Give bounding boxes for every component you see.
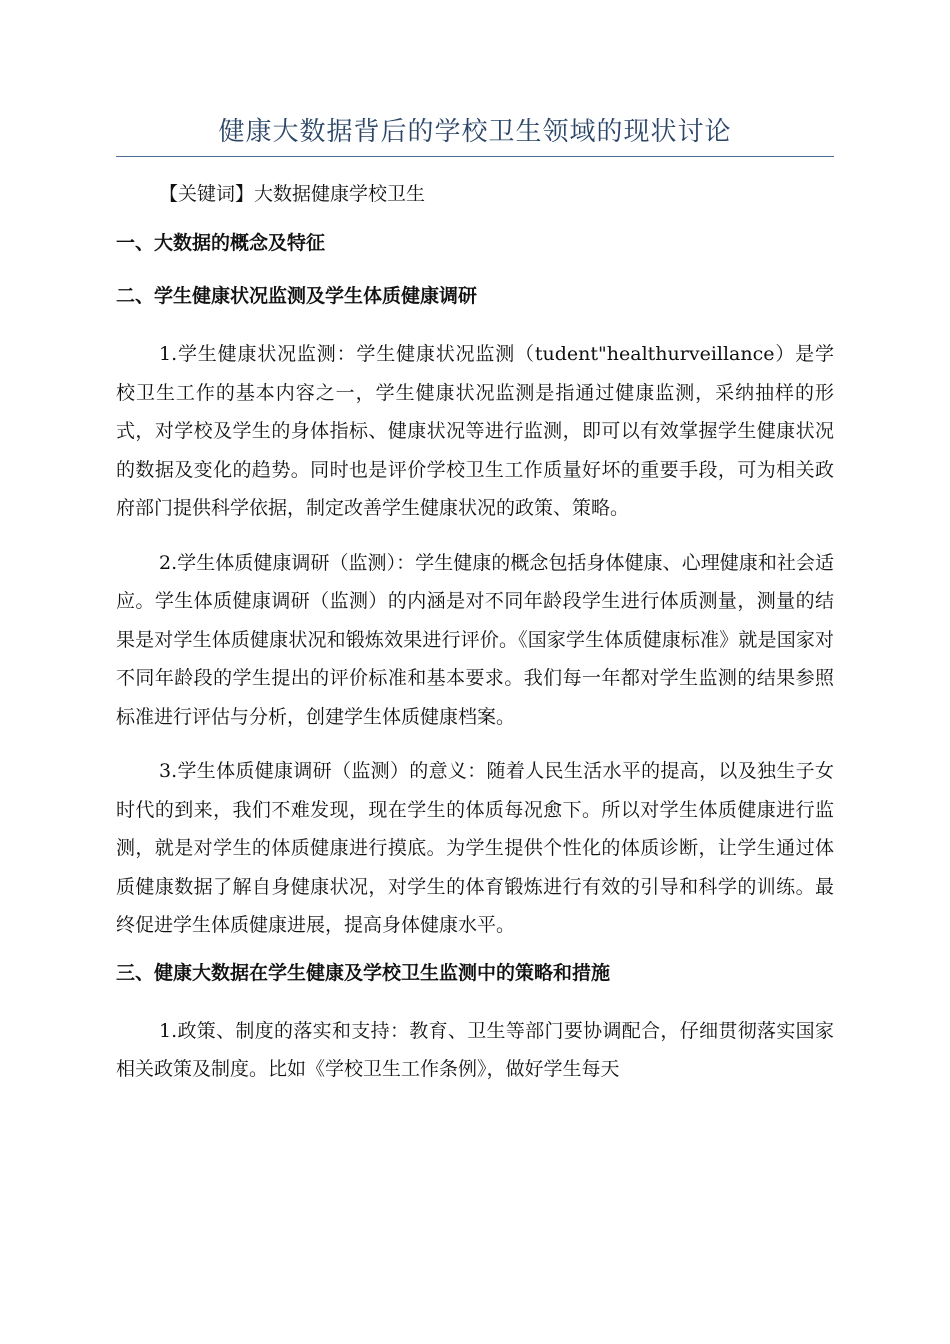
- title-block: [116, 112, 834, 157]
- paragraph-policy-support: 1.政策、制度的落实和支持：教育、卫生等部门要协调配合，仔细贯彻落实国家相关政策及制度。比如《学校卫生工作条例》，做好学生每天: [116, 1019, 834, 1080]
- paragraph-fitness-survey: 2.学生体质健康调研（监测）：学生健康的概念包括身体健康、心理健康和社会适应。学生体质健康调研（监测）的内涵是对不同年龄段学生进行体质测量，测量的结果是对学生体质健康状况和锻炼效果进行评价。《国家学生体质健康标准》就是国家对不同年龄段的学生提出的评价标准和基本要求。我们每一年都对学生监测的结果参照标准进行评估与分析，创建学生体质健康档案。: [116, 551, 834, 728]
- section-heading-2: 二、学生健康状况监测及学生体质健康调研: [116, 285, 478, 307]
- section-heading-3: 三、健康大数据在学生健康及学校卫生监测中的策略和措施: [116, 961, 611, 984]
- paragraph-health-monitoring: 1.学生健康状况监测：学生健康状况监测（tudent"healthurveillance）是学校卫生工作的基本内容之一，学生健康状况监测是指通过健康监测，采纳抽样的形式，对学校及学生的身体指标、健康状况等进行监测，即可以有效掌握学生健康状况的数据及变化的趋势。同时也是评价学校卫生工作质量好坏的重要手段，可为相关政府部门提供科学依据，制定改善学生健康状况的政策、策略。: [116, 343, 834, 519]
- section-heading-1: 一、大数据的概念及特征: [116, 232, 326, 254]
- document-body: [116, 174, 834, 1105]
- keywords-line: 【关键词】大数据健康学校卫生: [159, 183, 426, 205]
- document-title: 健康大数据背后的学校卫生领域的现状讨论: [218, 117, 732, 147]
- paragraph-survey-significance: 3.学生体质健康调研（监测）的意义：随着人民生活水平的提高，以及独生子女时代的到来，我们不难发现，现在学生的体质每况愈下。所以对学生体质健康进行监测，就是对学生的体质健康进行摸底。为学生提供个性化的体质诊断，让学生通过体质健康数据了解自身健康状况，对学生的体育锻炼进行有效的引导和科学的训练。最终促进学生体质健康进展，提高身体健康水平。: [116, 760, 834, 936]
